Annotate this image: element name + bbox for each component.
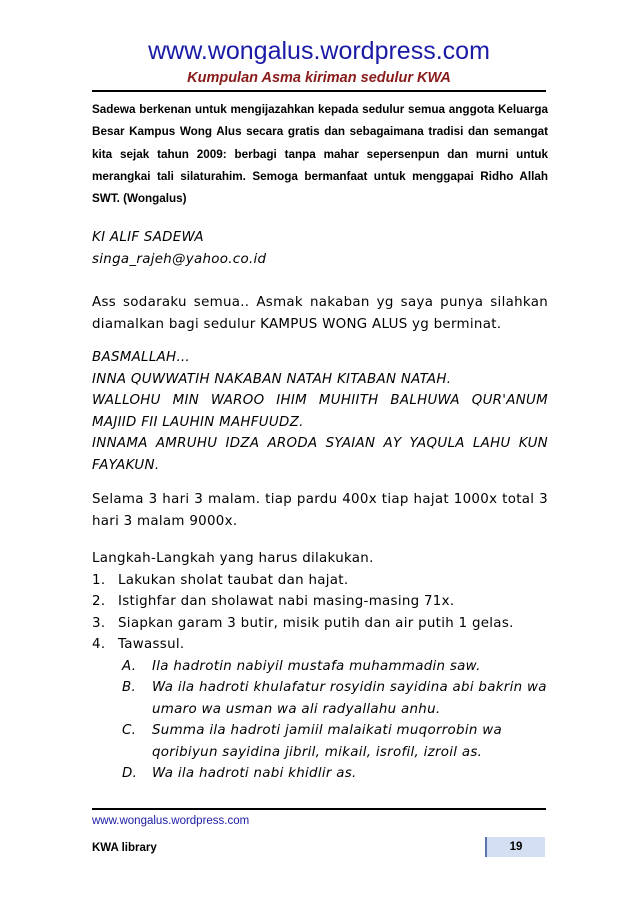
- steps-heading: Langkah-Langkah yang harus dilakukan.: [92, 551, 374, 566]
- doa-line-2: WALLOHU MIN WAROO IHIM MUHIITH BALHUWA QUR'ANUM MAJIID FII LAUHIN MAHFUUDZ.: [92, 393, 548, 430]
- list-item: [92, 591, 548, 613]
- collection-subtitle: Kumpulan Asma kiriman sedulur KWA: [187, 70, 451, 86]
- contact-block: [92, 227, 548, 270]
- footer-link[interactable]: www.wongalus.wordpress.com: [92, 815, 250, 827]
- list-item: [92, 613, 548, 635]
- page-number: 19: [485, 837, 545, 857]
- footer-library-label: KWA library: [92, 842, 157, 854]
- doa-line-1: INNA QUWWATIH NAKABAN NATAH KITABAN NATAH.: [92, 371, 452, 387]
- list-item-number: 4.: [92, 637, 106, 652]
- rules-paragraph: [92, 489, 548, 532]
- greeting-text: Ass sodaraku semua.. Asmak nakaban yg saya punya silahkan diamalkan bagi sedulur KAMPUS WONG ALUS yg berminat.: [92, 295, 548, 332]
- tawassul-text: Wa ila hadroti khulafatur rosyidin sayidina abi bakrin wa umaro wa usman wa ali radyallahu anhu.: [152, 680, 547, 717]
- tawassul-item: [92, 677, 548, 720]
- intro-paragraph: [92, 99, 548, 210]
- tawassul-text: Ila hadrotin nabiyil mustafa muhammadin saw.: [152, 658, 481, 674]
- tawassul-letter: B.: [122, 680, 137, 695]
- list-item-text: Istighfar dan sholawat nabi masing-masing 71x.: [118, 594, 455, 609]
- tawassul-letter: D.: [122, 766, 138, 781]
- tawassul-item: [92, 656, 548, 678]
- doa-block: [92, 347, 548, 476]
- doa-line-3: INNAMA AMRUHU IDZA ARODA SYAIAN AY YAQULA LAHU KUN FAYAKUN.: [92, 436, 548, 473]
- list-item: [92, 634, 548, 656]
- tawassul-text: Wa ila hadroti nabi khidlir as.: [152, 766, 357, 781]
- contact-email: singa_rajeh@yahoo.co.id: [92, 251, 267, 267]
- list-item-text: Tawassul.: [118, 637, 185, 652]
- list-item-text: Lakukan sholat taubat dan hajat.: [118, 572, 349, 588]
- tawassul-item: [92, 763, 548, 785]
- list-item: [92, 570, 548, 592]
- site-title: www.wongalus.wordpress.com: [148, 37, 490, 65]
- greeting-paragraph: [92, 292, 548, 335]
- header-divider: [92, 90, 546, 92]
- contact-name: KI ALIF SADEWA: [92, 230, 204, 245]
- footer-divider: [92, 808, 546, 810]
- tawassul-letter: A.: [122, 658, 137, 674]
- tawassul-text: Summa ila hadroti jamiil malaikati muqorrobin wa qoribiyun sayidina jibril, mikail, isrofil, izroil as.: [152, 723, 502, 760]
- list-item-number: 2.: [92, 594, 106, 609]
- list-item-text: Siapkan garam 3 butir, misik putih dan air putih 1 gelas.: [118, 615, 514, 631]
- list-item-number: 1.: [92, 572, 106, 588]
- steps-list: [92, 548, 548, 785]
- rules-text: Selama 3 hari 3 malam. tiap pardu 400x tiap hajat 1000x total 3 hari 3 malam 9000x.: [92, 492, 548, 529]
- tawassul-letter: C.: [122, 723, 137, 738]
- intro-text: Sadewa berkenan untuk mengijazahkan kepada sedulur semua anggota Keluarga Besar Kampus Wong Alus secara gratis dan sebagaimana tradisi dan semangat kita sejak tahun 2009: berbagi tanpa mahar sepersenpun dan murni untuk merangkai tali silaturahim. Semoga bermanfaat untuk menggapai Ridho Allah SWT. (Wongalus): [92, 103, 548, 206]
- list-item-number: 3.: [92, 615, 106, 631]
- doa-basmallah: BASMALLAH…: [92, 350, 191, 365]
- tawassul-item: [92, 720, 548, 763]
